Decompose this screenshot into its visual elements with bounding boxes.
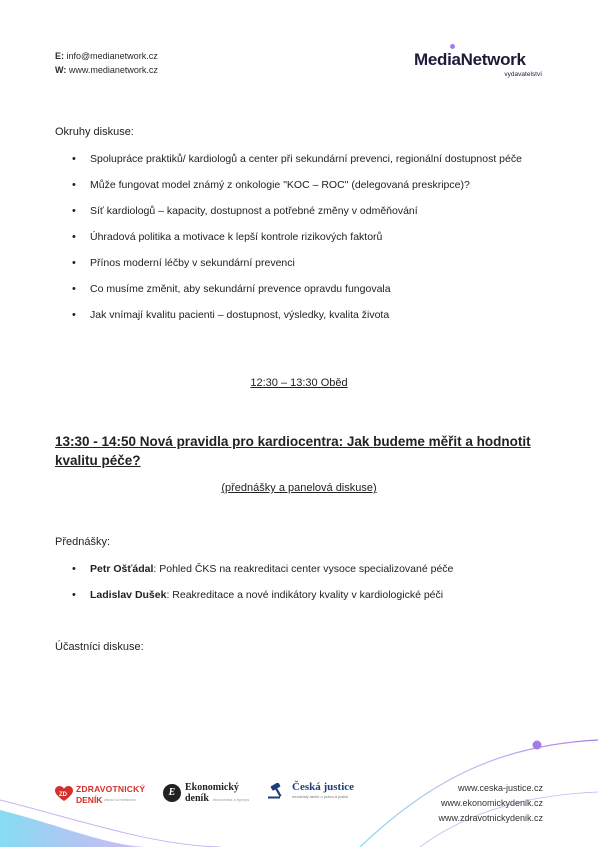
cj-tagline: nezávislý deník o právu a justici bbox=[292, 794, 349, 799]
lunch-break bbox=[0, 377, 598, 389]
ed-name-line1: Ekonomický bbox=[185, 782, 239, 793]
url-ceska-justice[interactable]: www.ceska-justice.cz bbox=[457, 783, 543, 793]
contact-block bbox=[55, 49, 158, 77]
url-zdravotnicky-denik[interactable]: www.zdravotnickydenik.cz bbox=[438, 813, 543, 823]
topic-item: • Úhradová politika a motivace k lepší kontrole rizikových faktorů bbox=[55, 230, 555, 244]
email-label: E: bbox=[55, 51, 64, 61]
cj-name: Česká justice bbox=[292, 781, 355, 793]
panel-label: Účastníci diskuse: bbox=[55, 641, 144, 653]
zd-heart-icon bbox=[55, 786, 73, 802]
web-link[interactable]: www.medianetwork.cz bbox=[68, 65, 158, 75]
session-subtitle-wrap bbox=[0, 482, 598, 494]
logo-subtitle: vydavatelství bbox=[504, 71, 542, 78]
topic-item: • Spolupráce praktiků/ kardiologů a center při sekundární prevenci, regionální dostupnost péče bbox=[55, 152, 555, 166]
logo-name: MediaNetwork bbox=[414, 50, 526, 69]
topic-item: • Může fungovat model známý z onkologie "KOC – ROC" (delegovaná preskripce)? bbox=[55, 178, 555, 192]
email-link[interactable]: info@medianetwork.cz bbox=[66, 51, 158, 61]
topic-item: • Co musíme změnit, aby sekundární prevence opravdu fungovala bbox=[55, 282, 555, 296]
zd-name-line1: ZDRAVOTNICKÝ bbox=[76, 784, 146, 794]
topic-item: • Síť kardiologů – kapacity, dostupnost a potřebné změny v odměňování bbox=[55, 204, 555, 218]
talk-topic: : Pohled ČKS na reakreditaci center vysoce specializované péče bbox=[153, 563, 454, 575]
talks-list bbox=[55, 562, 555, 602]
footer-urls bbox=[438, 781, 543, 826]
web-label: W: bbox=[55, 65, 67, 75]
topic-item: • Přínos moderní léčby v sekundární prevenci bbox=[55, 256, 555, 270]
gavel-icon bbox=[268, 783, 288, 799]
email-line bbox=[55, 49, 158, 63]
topics-list bbox=[55, 152, 555, 322]
ekonomicky-denik-logo bbox=[163, 781, 258, 807]
zd-name-line2: DENÍK bbox=[76, 795, 103, 805]
talk-speaker: Ladislav Dušek bbox=[90, 589, 167, 601]
talks-label: Přednášky: bbox=[55, 536, 111, 548]
talk-item bbox=[55, 588, 555, 602]
topic-item: • Jak vnímají kvalitu pacienti – dostupnost, výsledky, kvalita života bbox=[55, 308, 555, 322]
talk-item bbox=[55, 562, 555, 576]
session-title: 13:30 - 14:50 Nová pravidla pro kardiocentra: Jak budeme měřit a hodnotit kvalitu péče? bbox=[55, 434, 531, 468]
lunch-text: 12:30 – 13:30 Oběd bbox=[250, 377, 348, 389]
medianetwork-logo bbox=[414, 50, 544, 82]
ed-e-icon: E bbox=[163, 784, 181, 802]
talk-speaker: Petr Ošťádal bbox=[90, 563, 154, 575]
zd-tagline: zdraví a medicína bbox=[104, 797, 136, 802]
talk-topic: : Reakreditace a nové indikátory kvality v kardiologické péči bbox=[166, 589, 444, 601]
ed-tagline: ekonomika a byznys bbox=[213, 797, 250, 802]
session-subtitle: (přednášky a panelová diskuse) bbox=[221, 482, 377, 494]
web-line bbox=[55, 63, 158, 77]
svg-text:ZD: ZD bbox=[59, 792, 67, 798]
url-ekonomicky-denik[interactable]: www.ekonomickydenik.cz bbox=[440, 798, 543, 808]
logo-accent-dot bbox=[450, 44, 455, 49]
ed-name-line2: deník bbox=[185, 793, 209, 804]
zdravotnicky-denik-logo bbox=[55, 784, 150, 806]
topics-label: Okruhy diskuse: bbox=[55, 126, 134, 138]
ceska-justice-logo bbox=[268, 781, 368, 803]
